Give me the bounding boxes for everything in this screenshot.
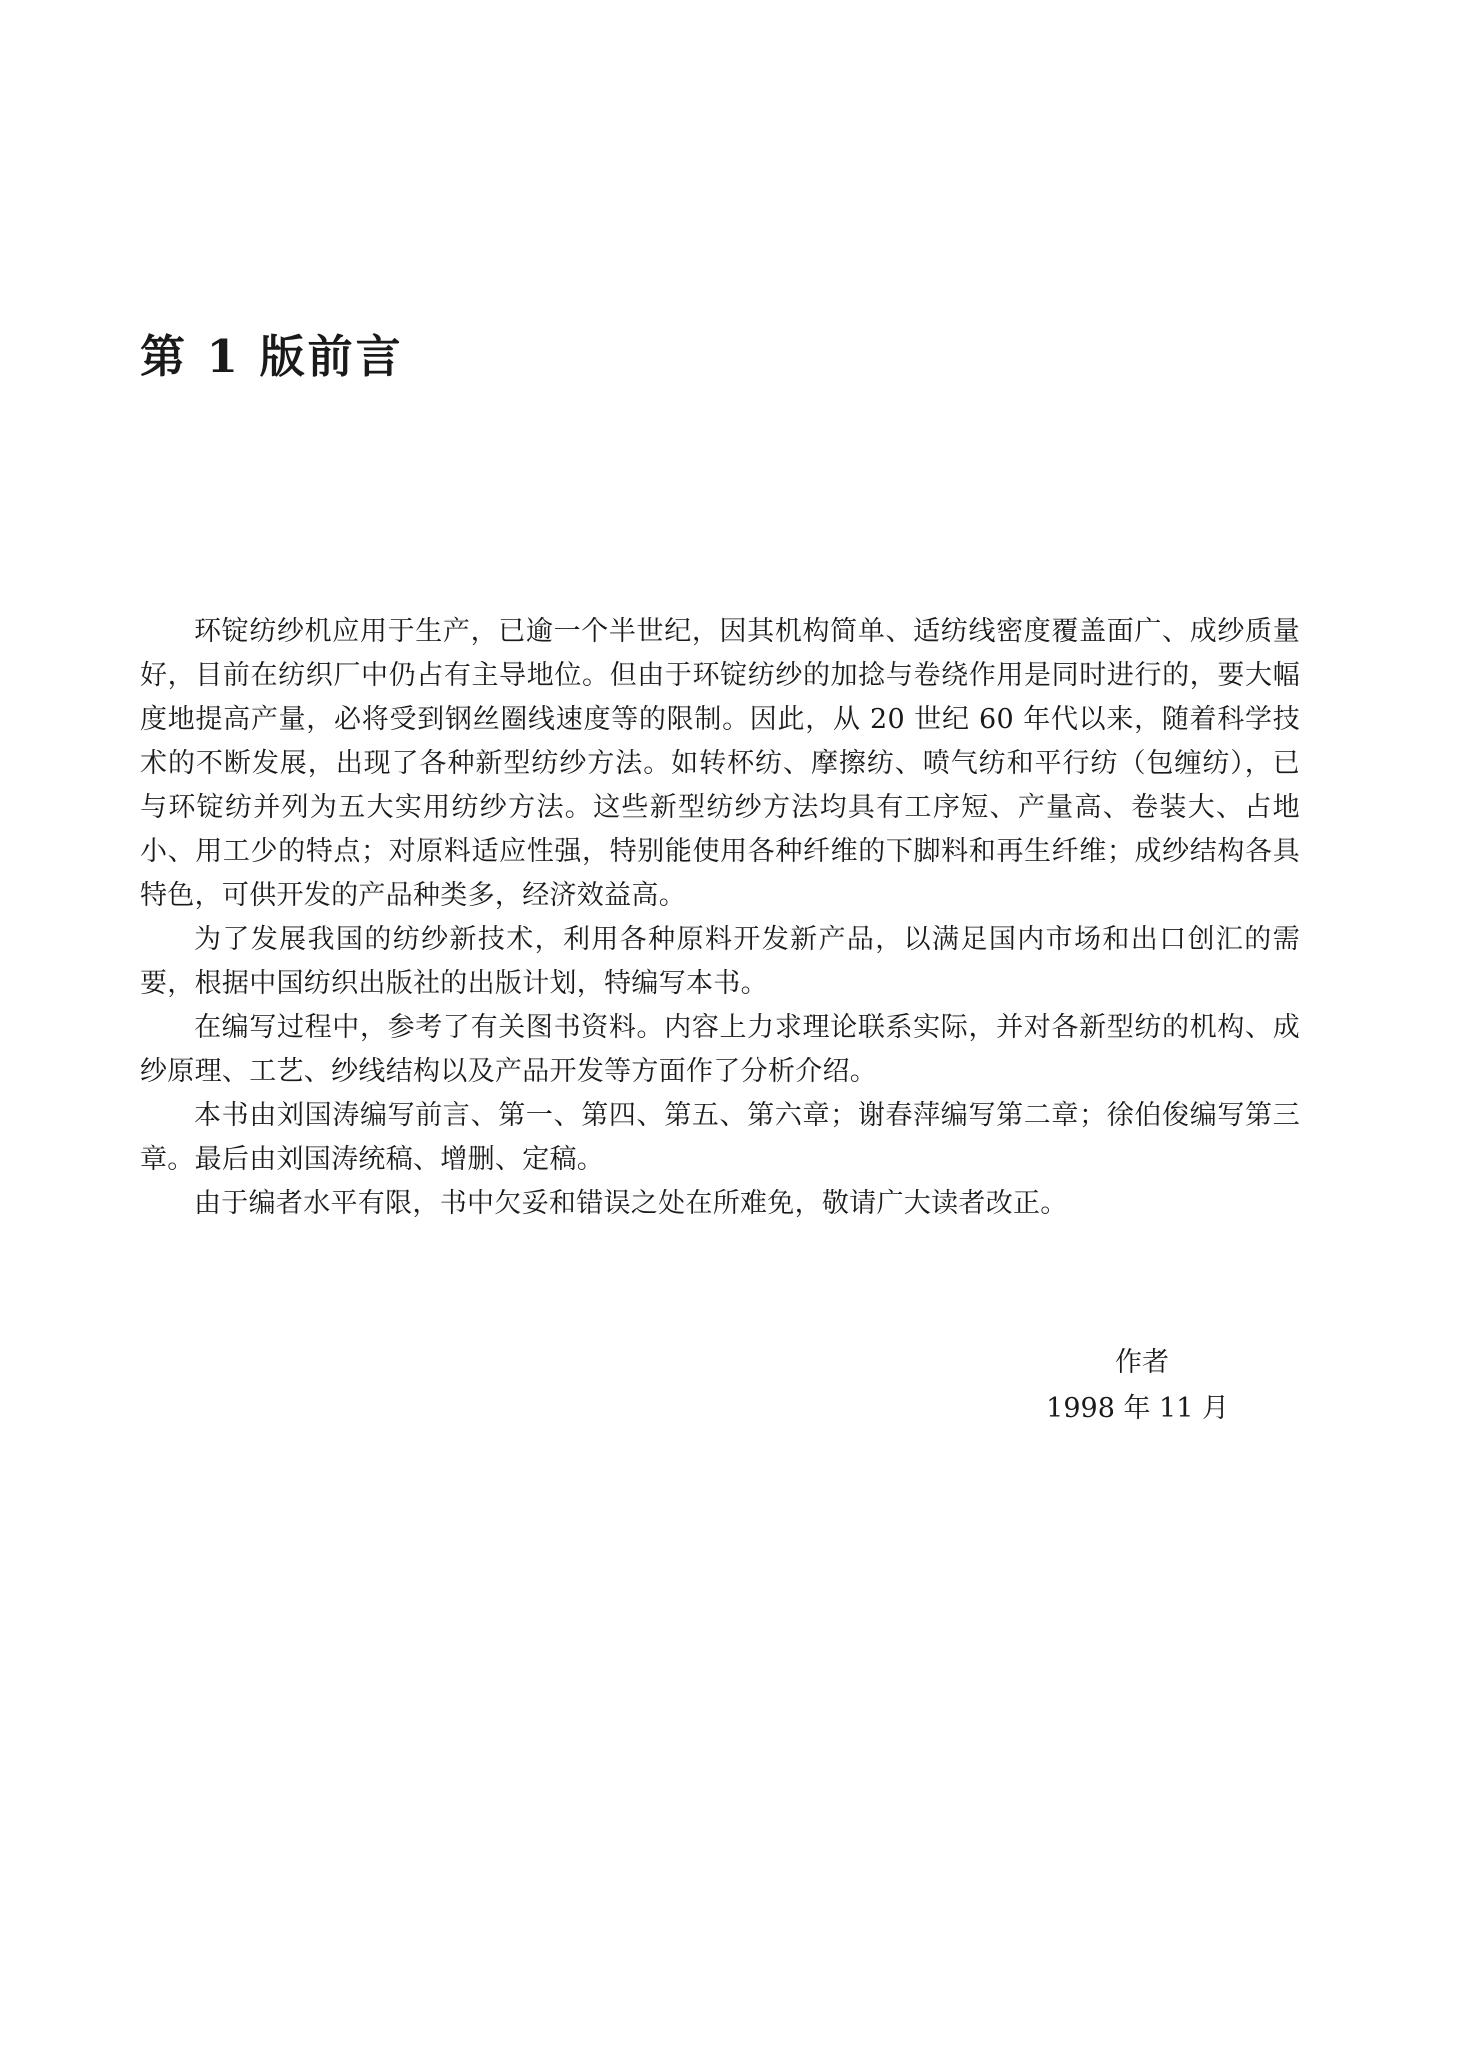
signature-author: 作者 (1115, 1347, 1169, 1378)
paragraph-apology: 由于编者水平有限，书中欠妥和错误之处在所难免，敬请广大读者改正。 (194, 1188, 1068, 1219)
paragraph-purpose: 为了发展我国的纺纱新技术，利用各种原料开发新产品，以满足国内市场和出口创汇的需要，根据中国纺织出版社的出版计划，特编写本书。 (140, 924, 1300, 999)
paragraph-authors: 本书由刘国涛编写前言、第一、第四、第五、第六章；谢春萍编写第二章；徐伯俊编写第三章。最后由刘国涛统稿、增删、定稿。 (140, 1100, 1300, 1175)
signature-date: 1998 年 11 月 (1046, 1393, 1229, 1424)
paragraph-intro: 环锭纺纱机应用于生产，已逾一个半世纪，因其机构简单、适纺线密度覆盖面广、成纱质量好，目前在纺织厂中仍占有主导地位。但由于环锭纺纱的加捻与卷绕作用是同时进行的，要大幅度地提高产量，必将受到钢丝圈线速度等的限制。因此，从 20 世纪 60 年代以来，随着科学技术的不断发展，出现了各种新型纺纱方法。如转杯纺、摩擦纺、喷气纺和平行纺（包缠纺），已与环锭纺并列为五大实用纺纱方法。这些新型纺纱方法均具有工序短、产量高、卷装大、占地小、用工少的特点；对原料适应性强，特别能使用各种纤维的下脚料和再生纤维；成纱结构各具特色，可供开发的产品种类多，经济效益高。 (140, 616, 1300, 911)
preface-body (140, 610, 1300, 1226)
signature-block (1046, 1340, 1229, 1432)
page-title: 第 1 版前言 (140, 330, 404, 383)
paragraph-process: 在编写过程中，参考了有关图书资料。内容上力求理论联系实际，并对各新型纺的机构、成纱原理、工艺、纱线结构以及产品开发等方面作了分析介绍。 (140, 1012, 1300, 1087)
